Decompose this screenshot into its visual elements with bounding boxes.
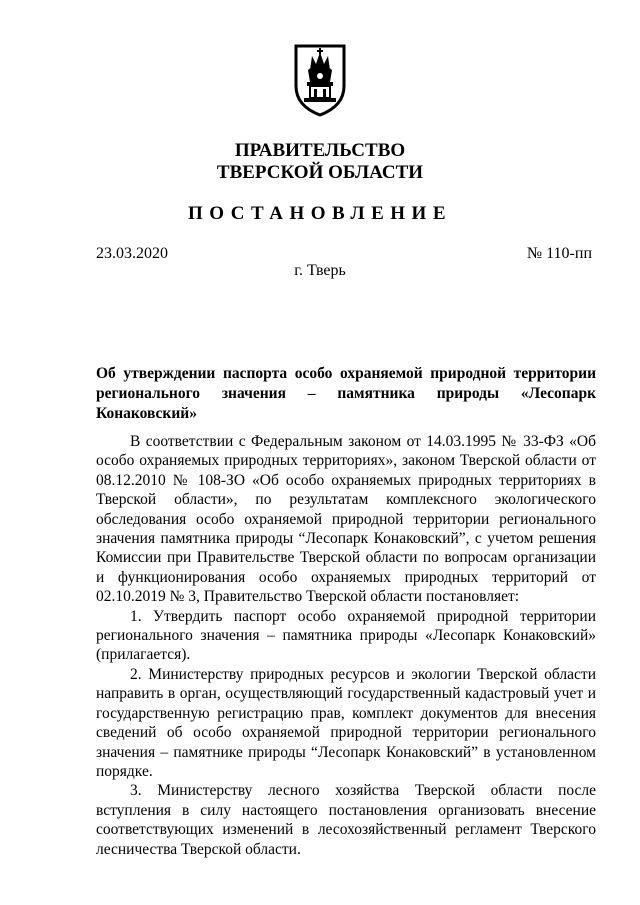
title-line-1: Об утверждении паспорта особо охраняемой природной территории — [96, 365, 596, 382]
organization-name — [0, 140, 640, 184]
document-date: 23.03.2020 — [96, 245, 168, 262]
coat-of-arms-icon — [290, 42, 350, 118]
document-body — [96, 432, 596, 859]
title-line-2: регионального значения – памятника природы «Лесопарк Конаковский» — [96, 385, 596, 422]
document-title — [96, 364, 596, 424]
preamble-paragraph: В соответствии с Федеральным законом от 14.03.1995 № 33-ФЗ «Об особо охраняемых природных территориях», законом Тверской области от 08.12.2010 № 108-ЗО «Об особо охраняемых природных территориях в Тверской области», по результатам комплексного экологического обследования особо охраняемой природной территории регионального значения памятника природы “Лесопарк Конаковский”, с учетом решения Комиссии при Правительстве Тверской области по вопросам организации и функционирования особо охраняемых природных территорий от 02.10.2019 № 3, Правительство Тверской области постановляет: — [96, 433, 596, 606]
organization-line-2: ТВЕРСКОЙ ОБЛАСТИ — [216, 162, 424, 183]
organization-line-1: ПРАВИТЕЛЬСТВО — [234, 140, 406, 161]
clause-3: 3. Министерству лесного хозяйства Тверской области после вступления в силу настоящего постановления организовать внесение соответствующих изменений в лесохозяйственный регламент Тверского лесничества Тверской области. — [96, 782, 596, 858]
clause-2: 2. Министерству природных ресурсов и экологии Тверской области направить в орган, осуществляющий государственный кадастровый учет и государственную регистрацию прав, комплект документов для внесения сведений об особо охраняемой природной территории регионального значения – памятнике природы “Лесопарк Конаковский” в установленном порядке. — [96, 665, 596, 780]
document-number: № 110-пп — [526, 245, 592, 262]
document-city: г. Тверь — [294, 262, 346, 279]
document-type: ПОСТАНОВЛЕНИЕ — [187, 203, 453, 224]
clause-1: 1. Утвердить паспорт особо охраняемой природной территории регионального значения – памятника природы «Лесопарк Конаковский» (прилагается). — [96, 607, 596, 664]
